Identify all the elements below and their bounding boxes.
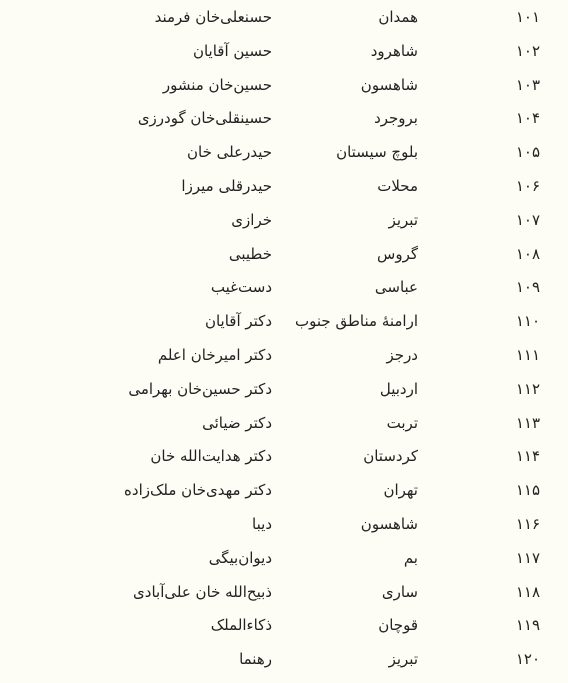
representative-name: خطیبی bbox=[228, 244, 272, 263]
constituency: تبریز bbox=[388, 650, 418, 669]
table-row bbox=[0, 270, 568, 304]
row-number: ۱۱۸ bbox=[515, 582, 540, 601]
representative-name: دکتر ضیائی bbox=[202, 413, 272, 432]
constituency: ساری bbox=[381, 582, 418, 601]
row-number: ۱۲۰ bbox=[515, 650, 540, 669]
table-row bbox=[0, 406, 568, 440]
representative-name: حیدرعلی خان bbox=[187, 143, 272, 162]
table-row bbox=[0, 372, 568, 406]
row-number: ۱۰۹ bbox=[515, 278, 540, 297]
constituency: کردستان bbox=[363, 447, 418, 466]
constituency: شاهرود bbox=[370, 41, 418, 60]
table-row bbox=[0, 608, 568, 642]
constituency: تبریز bbox=[388, 210, 418, 229]
table-row bbox=[0, 135, 568, 169]
row-number: ۱۱۳ bbox=[515, 413, 540, 432]
representative-name: خرازی bbox=[231, 210, 272, 229]
constituency: همدان bbox=[378, 8, 418, 26]
representative-name: دست‌غیب bbox=[210, 278, 272, 297]
constituency: عباسی bbox=[374, 278, 418, 297]
row-number: ۱۰۶ bbox=[515, 177, 540, 195]
row-number: ۱۰۷ bbox=[515, 210, 540, 229]
constituency: گروس bbox=[377, 244, 418, 263]
representative-name: دکتر امیرخان اعلم bbox=[157, 346, 272, 364]
constituency: شاهسون bbox=[360, 515, 418, 533]
row-number: ۱۱۲ bbox=[515, 379, 540, 398]
constituency: محلات bbox=[377, 177, 418, 195]
row-number: ۱۰۴ bbox=[515, 109, 540, 128]
representative-name: دیوان‌بیگی bbox=[208, 548, 272, 567]
representative-name: حیدرقلی میرزا bbox=[181, 177, 272, 195]
constituency: اردبیل bbox=[379, 379, 418, 398]
constituency: قوچان bbox=[378, 616, 418, 635]
representative-name: دکتر آقایان bbox=[204, 312, 272, 331]
row-number: ۱۰۸ bbox=[515, 244, 540, 263]
table-row bbox=[0, 34, 568, 68]
table-row bbox=[0, 541, 568, 575]
row-number: ۱۱۰ bbox=[515, 312, 540, 331]
constituency: تهران bbox=[383, 481, 418, 500]
constituency: ارامنهٔ مناطق جنوب bbox=[295, 312, 418, 331]
row-number: ۱۱۱ bbox=[515, 346, 540, 364]
constituency: بم bbox=[403, 548, 418, 567]
row-number: ۱۰۳ bbox=[515, 75, 540, 94]
table-row bbox=[0, 101, 568, 135]
representative-name: رهنما bbox=[239, 650, 272, 669]
table-row bbox=[0, 68, 568, 102]
table-row bbox=[0, 439, 568, 473]
constituency: شاهسون bbox=[360, 75, 418, 94]
table-row bbox=[0, 507, 568, 541]
table-row bbox=[0, 473, 568, 507]
representative-name: دکتر مهدی‌خان ملک‌زاده bbox=[124, 481, 272, 500]
table-row bbox=[0, 338, 568, 372]
table-row bbox=[0, 304, 568, 338]
representative-name: حسنعلی‌خان فرمند bbox=[154, 8, 272, 26]
representative-name: ذکاءالملک bbox=[210, 616, 272, 635]
row-number: ۱۱۹ bbox=[515, 616, 540, 635]
table-row bbox=[0, 169, 568, 203]
table-row bbox=[0, 0, 568, 34]
constituency: تربت bbox=[386, 413, 418, 432]
table-row bbox=[0, 575, 568, 609]
constituency: درجز bbox=[386, 346, 418, 364]
representative-name: حسین آقایان bbox=[192, 41, 272, 60]
representative-name: حسین‌خان منشور bbox=[162, 75, 272, 94]
row-number: ۱۰۲ bbox=[515, 41, 540, 60]
representative-name: حسینقلی‌خان گودرزی bbox=[137, 109, 272, 128]
table-row bbox=[0, 642, 568, 676]
representative-name: دکتر هدایت‌الله خان bbox=[150, 447, 272, 466]
row-number: ۱۱۶ bbox=[515, 515, 540, 533]
row-number: ۱۰۱ bbox=[515, 8, 540, 26]
row-number: ۱۱۷ bbox=[515, 548, 540, 567]
representative-name: دیبا bbox=[252, 515, 272, 533]
representative-name: ذبیح‌الله خان علی‌آبادی bbox=[133, 582, 272, 601]
constituency: بروجرد bbox=[374, 109, 418, 128]
table-row bbox=[0, 237, 568, 271]
row-number: ۱۰۵ bbox=[515, 143, 540, 162]
constituency: بلوچ سیستان bbox=[336, 143, 418, 162]
representative-name: دکتر حسین‌خان بهرامی bbox=[128, 379, 272, 398]
row-number: ۱۱۴ bbox=[515, 447, 540, 466]
row-number: ۱۱۵ bbox=[515, 481, 540, 500]
table-row bbox=[0, 203, 568, 237]
